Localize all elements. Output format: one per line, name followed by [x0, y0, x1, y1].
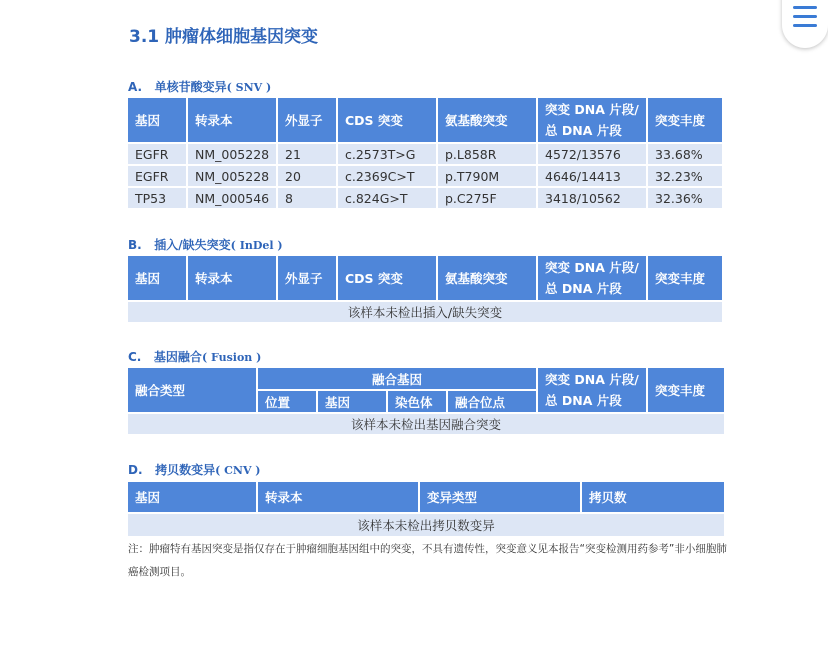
section-title-fusion — [128, 348, 261, 365]
section-title-snv — [128, 78, 271, 95]
header-cds: CDS 突变 — [337, 255, 437, 301]
header-gene: 基因 — [127, 255, 187, 301]
header-abundance: 突变丰度 — [647, 367, 725, 413]
header-dna-fragments: 突变 DNA 片段/ 总 DNA 片段 — [537, 367, 647, 413]
section-title-text: 单核苷酸变异 — [154, 80, 227, 94]
cell-transcript: NM_000546 — [187, 187, 277, 209]
cell-amino-acid: p.L858R — [437, 143, 537, 165]
cell-dna-fragments: 4646/14413 — [537, 165, 647, 187]
table-header-row — [127, 97, 723, 143]
indel-table — [126, 254, 724, 324]
header-fusion-site: 融合位点 — [447, 390, 537, 413]
cell-amino-acid: p.C275F — [437, 187, 537, 209]
header-position: 位置 — [257, 390, 317, 413]
cell-transcript: NM_005228 — [187, 165, 277, 187]
cell-cds: c.824G>T — [337, 187, 437, 209]
section-prefix: C. — [128, 350, 142, 364]
page-title: 3.1 肿瘤体细胞基因突变 — [129, 27, 319, 47]
cell-exon: 20 — [277, 165, 337, 187]
header-dna-fragments: 突变 DNA 片段/ 总 DNA 片段 — [537, 97, 647, 143]
header-fusion-gene-group: 融合基因 — [257, 367, 537, 390]
hamburger-menu-icon — [793, 15, 817, 18]
header-transcript: 转录本 — [257, 481, 419, 513]
cell-gene: EGFR — [127, 165, 187, 187]
header-gene: 基因 — [317, 390, 387, 413]
header-exon: 外显子 — [277, 255, 337, 301]
table-row — [127, 513, 725, 537]
cell-exon: 21 — [277, 143, 337, 165]
cell-abundance: 32.36% — [647, 187, 723, 209]
empty-message: 该样本未检出基因融合突变 — [127, 413, 725, 435]
cell-abundance: 32.23% — [647, 165, 723, 187]
header-chromosome: 染色体 — [387, 390, 447, 413]
section-title-en: ( Fusion ) — [201, 351, 262, 364]
section-title-en: ( CNV ) — [215, 464, 261, 477]
cell-gene: EGFR — [127, 143, 187, 165]
cell-dna-fragments: 3418/10562 — [537, 187, 647, 209]
header-exon: 外显子 — [277, 97, 337, 143]
header-fusion-type: 融合类型 — [127, 367, 257, 413]
section-title-text: 基因融合 — [153, 350, 202, 364]
cell-cds: c.2369C>T — [337, 165, 437, 187]
cell-transcript: NM_005228 — [187, 143, 277, 165]
header-amino-acid: 氨基酸突变 — [437, 255, 537, 301]
header-abundance: 突变丰度 — [647, 255, 723, 301]
cell-exon: 8 — [277, 187, 337, 209]
section-prefix: D. — [128, 463, 143, 477]
cell-cds: c.2573T>G — [337, 143, 437, 165]
header-gene: 基因 — [127, 481, 257, 513]
hamburger-menu-icon — [793, 6, 817, 9]
empty-message: 该样本未检出插入/缺失突变 — [127, 301, 723, 323]
table-row — [127, 165, 723, 187]
header-copy-number: 拷贝数 — [581, 481, 725, 513]
header-dna-fragments: 突变 DNA 片段/ 总 DNA 片段 — [537, 255, 647, 301]
cell-abundance: 33.68% — [647, 143, 723, 165]
section-title-text: 插入/缺失突变 — [154, 238, 231, 252]
section-title-en: ( InDel ) — [230, 239, 283, 252]
header-gene: 基因 — [127, 97, 187, 143]
cell-gene: TP53 — [127, 187, 187, 209]
section-title-cnv — [128, 461, 261, 478]
fusion-table — [126, 366, 726, 436]
table-row — [127, 301, 723, 323]
header-amino-acid: 氨基酸突变 — [437, 97, 537, 143]
section-title-text: 拷贝数变异 — [155, 463, 216, 477]
section-prefix: B. — [128, 238, 142, 252]
hamburger-menu-icon — [793, 24, 817, 27]
snv-table — [126, 96, 724, 210]
header-variant-type: 变异类型 — [419, 481, 581, 513]
table-header-row — [127, 255, 723, 301]
table-row — [127, 143, 723, 165]
header-abundance: 突变丰度 — [647, 97, 723, 143]
header-transcript: 转录本 — [187, 97, 277, 143]
table-header-row — [127, 481, 725, 513]
cnv-table — [126, 480, 726, 538]
section-title-en: ( SNV ) — [226, 81, 272, 94]
cell-dna-fragments: 4572/13576 — [537, 143, 647, 165]
footnote: 注：肿瘤特有基因突变是指仅存在于肿瘤细胞基因组中的突变，不具有遗传性，突变意义见本报告“突变检测用药参考”非小细胞肺癌检测项目。 — [128, 543, 727, 578]
header-cds: CDS 突变 — [337, 97, 437, 143]
empty-message: 该样本未检出拷贝数变异 — [127, 513, 725, 537]
table-header-row — [127, 367, 725, 390]
header-transcript: 转录本 — [187, 255, 277, 301]
menu-button[interactable] — [782, 0, 828, 48]
section-prefix: A. — [128, 80, 143, 94]
section-title-indel — [128, 236, 283, 253]
table-row — [127, 187, 723, 209]
table-row — [127, 413, 725, 435]
cell-amino-acid: p.T790M — [437, 165, 537, 187]
